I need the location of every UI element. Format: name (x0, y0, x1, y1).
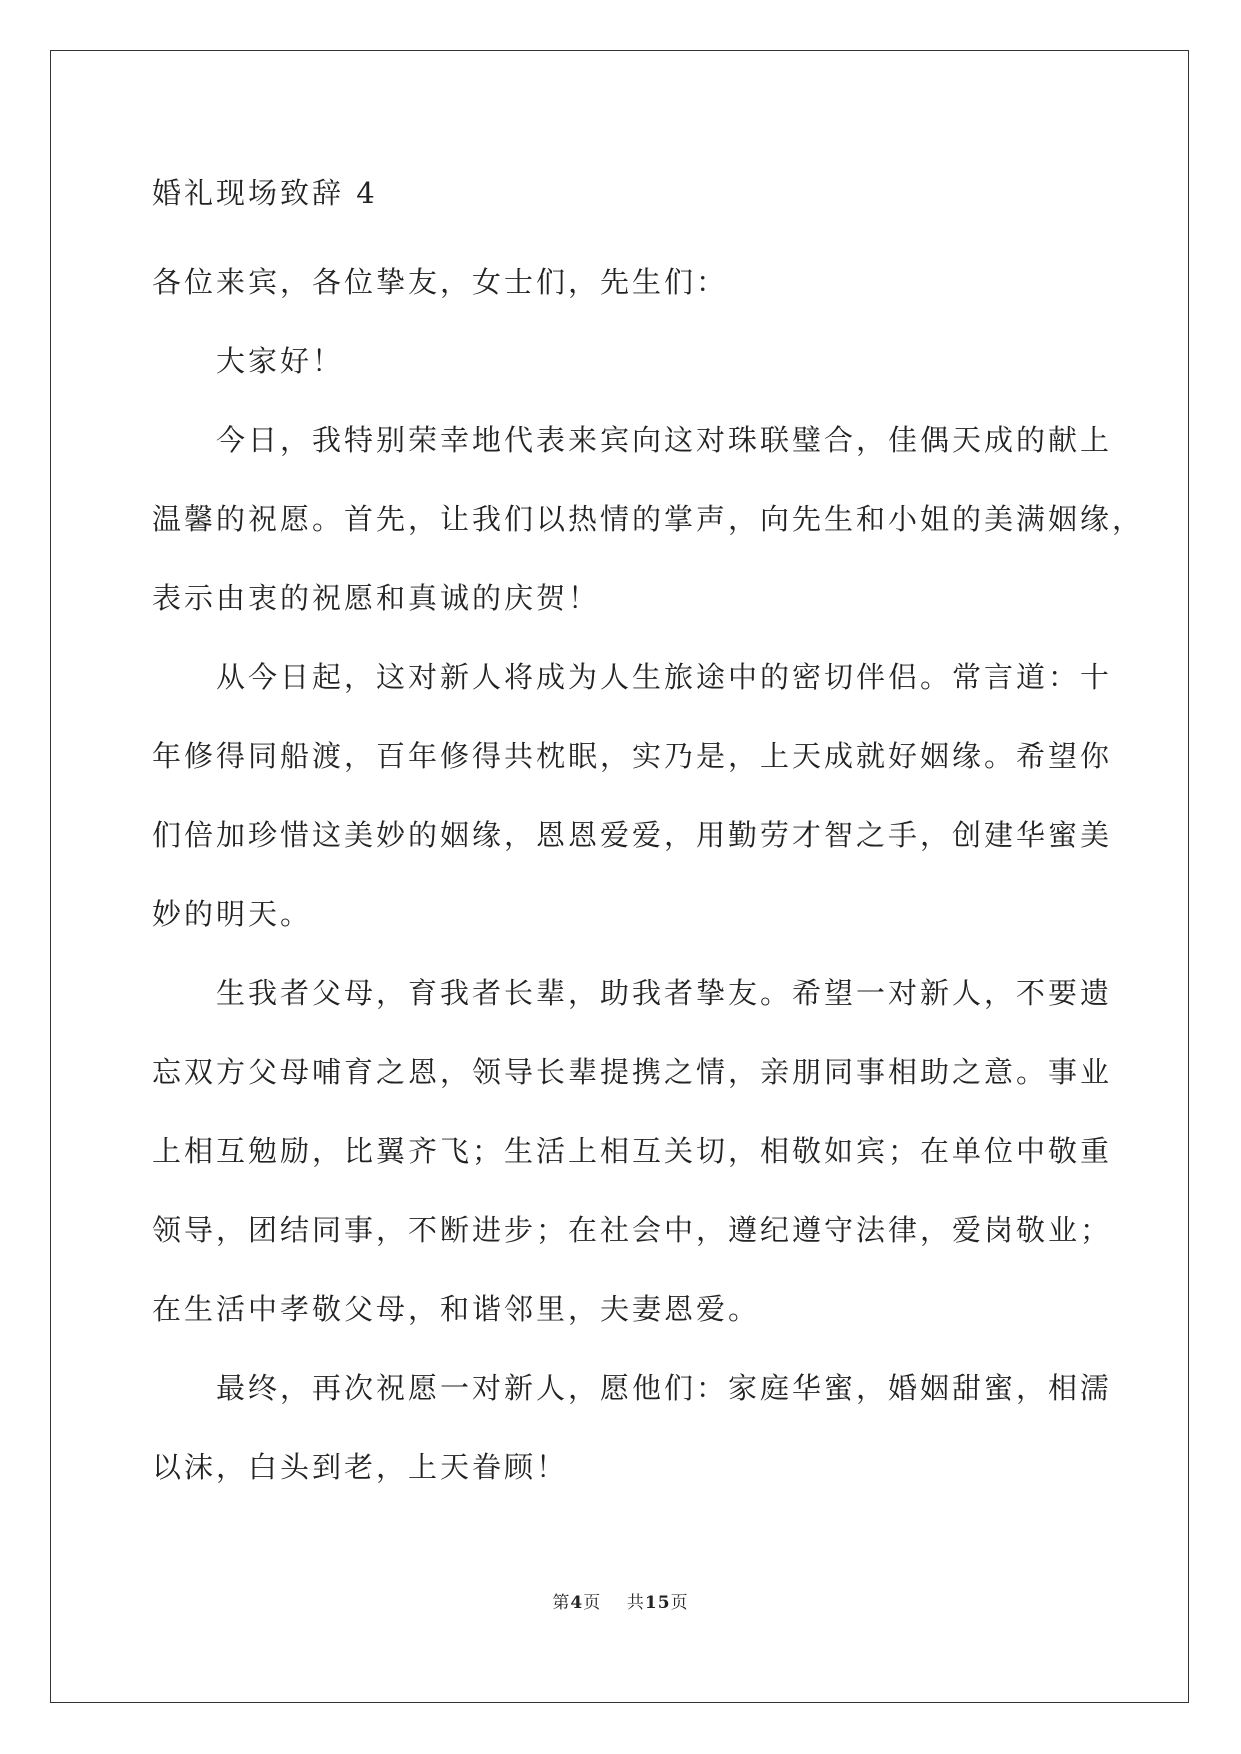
paragraph-line: 生我者父母，育我者长辈，助我者挚友。希望一对新人，不要遗 (216, 976, 1113, 1010)
paragraph-line: 领导，团结同事，不断进步；在社会中，遵纪遵守法律，爱岗敬业； (152, 1213, 1113, 1247)
paragraph-line: 最终，再次祝愿一对新人，愿他们：家庭华蜜，婚姻甜蜜，相濡 (216, 1371, 1113, 1405)
paragraph-line: 以沫，白头到老，上天眷顾！ (152, 1450, 569, 1484)
paragraph-line: 表示由衷的祝愿和真诚的庆贺！ (152, 581, 601, 615)
current-page-number: 4 (570, 1593, 584, 1613)
salutation: 各位来宾，各位挚友，女士们，先生们： (152, 265, 729, 299)
footer-prefix: 第 (552, 1593, 571, 1613)
document-title: 婚礼现场致辞 4 (152, 176, 378, 210)
greeting: 大家好！ (216, 344, 345, 378)
paragraph-line: 在生活中孝敬父母，和谐邻里，夫妻恩爱。 (152, 1292, 761, 1326)
paragraph-line: 今日，我特别荣幸地代表来宾向这对珠联璧合，佳偶天成的献上 (216, 423, 1113, 457)
paragraph-line: 忘双方父母哺育之恩，领导长辈提携之情，亲朋同事相助之意。事业 (152, 1055, 1113, 1089)
paragraph-line: 妙的明天。 (152, 897, 313, 931)
footer-total-prefix: 共 (626, 1593, 645, 1613)
paragraph-line: 们倍加珍惜这美妙的姻缘，恩恩爱爱，用勤劳才智之手，创建华蜜美 (152, 818, 1113, 852)
paragraph-line: 温馨的祝愿。首先，让我们以热情的掌声，向先生和小姐的美满姻缘， (152, 502, 1145, 536)
paragraph-line: 年修得同船渡，百年修得共枕眠，实乃是，上天成就好姻缘。希望你 (152, 739, 1113, 773)
footer-total-suffix: 页 (670, 1593, 689, 1613)
document-body (152, 164, 1145, 1507)
paragraph-line: 从今日起，这对新人将成为人生旅途中的密切伴侣。常言道：十 (216, 660, 1113, 694)
paragraph-line: 上相互勉励，比翼齐飞；生活上相互关切，相敬如宾；在单位中敬重 (152, 1134, 1113, 1168)
footer-page-word: 页 (583, 1593, 602, 1613)
total-pages-number: 15 (644, 1593, 671, 1613)
page-footer (0, 1588, 1241, 1613)
